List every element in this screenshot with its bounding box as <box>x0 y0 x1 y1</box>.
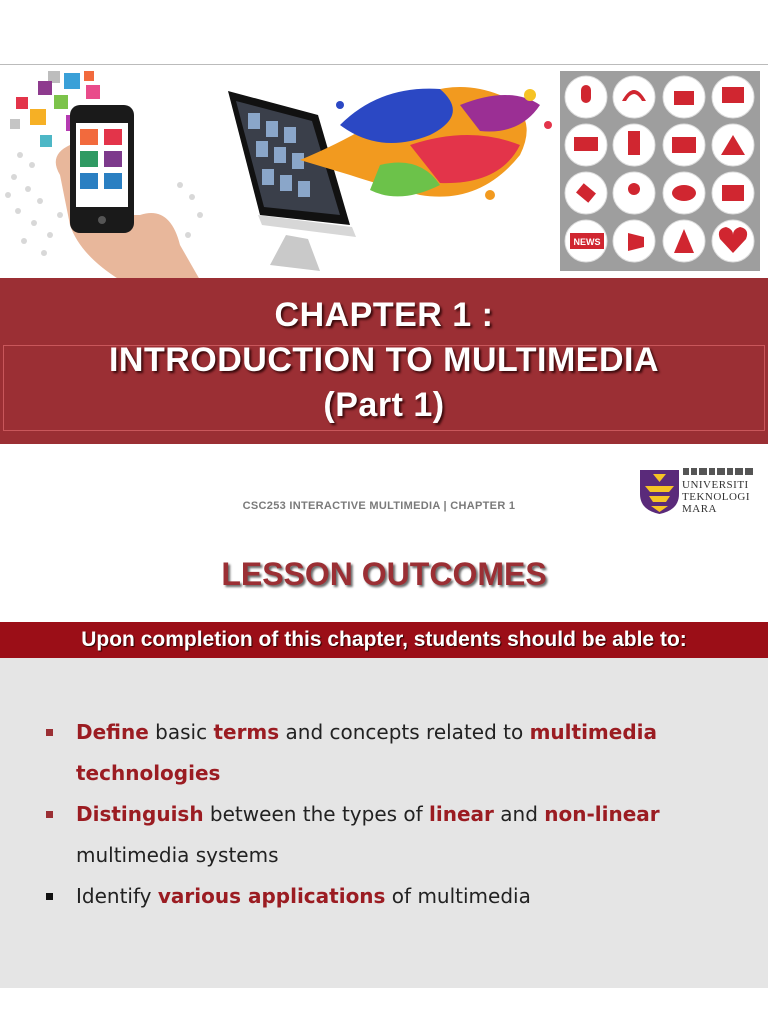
keyword: multimedia technologies <box>76 720 657 785</box>
text: between the types of <box>203 802 430 826</box>
media-icons-grid <box>560 71 760 271</box>
text: of multimedia <box>385 884 531 908</box>
news-icon: NEWS <box>573 237 601 247</box>
lesson-outcomes-slide <box>0 444 768 988</box>
text: and <box>493 802 545 826</box>
keyword: linear <box>429 802 494 826</box>
keyword: Define <box>76 720 149 744</box>
text: multimedia systems <box>76 843 279 867</box>
logo-line-1: UNIVERSITI <box>682 479 749 491</box>
subheading: Upon completion of this chapter, students should be able to: <box>81 628 687 651</box>
logo-line-2: TEKNOLOGI <box>682 491 751 503</box>
title-line-3: (Part 1) <box>323 386 445 424</box>
text: and concepts related to <box>279 720 530 744</box>
list-item <box>44 712 724 794</box>
lesson-outcomes-heading: LESSON OUTCOMES <box>221 556 547 592</box>
keyword: Distinguish <box>76 802 204 826</box>
monitor <box>228 91 356 271</box>
title-line-2: INTRODUCTION TO MULTIMEDIA <box>108 341 660 379</box>
keyword: terms <box>213 720 280 744</box>
keyword: non-linear <box>544 802 660 826</box>
banner-illustration <box>0 65 768 280</box>
slide-footer: CSC253 INTERACTIVE MULTIMEDIA | CHAPTER 1 <box>242 500 516 512</box>
keyword: various applications <box>157 884 386 908</box>
list-item <box>44 794 724 876</box>
text: Identify <box>76 884 158 908</box>
smartphone-in-hand <box>56 105 200 280</box>
logo-line-3: MARA <box>682 503 718 515</box>
list-item <box>44 876 724 917</box>
outcomes-list <box>44 712 724 917</box>
paint-splash <box>300 87 552 200</box>
title-slide <box>0 64 768 445</box>
title-line-1: CHAPTER 1 : <box>274 296 494 334</box>
slide-title <box>0 293 768 428</box>
university-name <box>682 479 750 515</box>
text: basic <box>148 720 214 744</box>
